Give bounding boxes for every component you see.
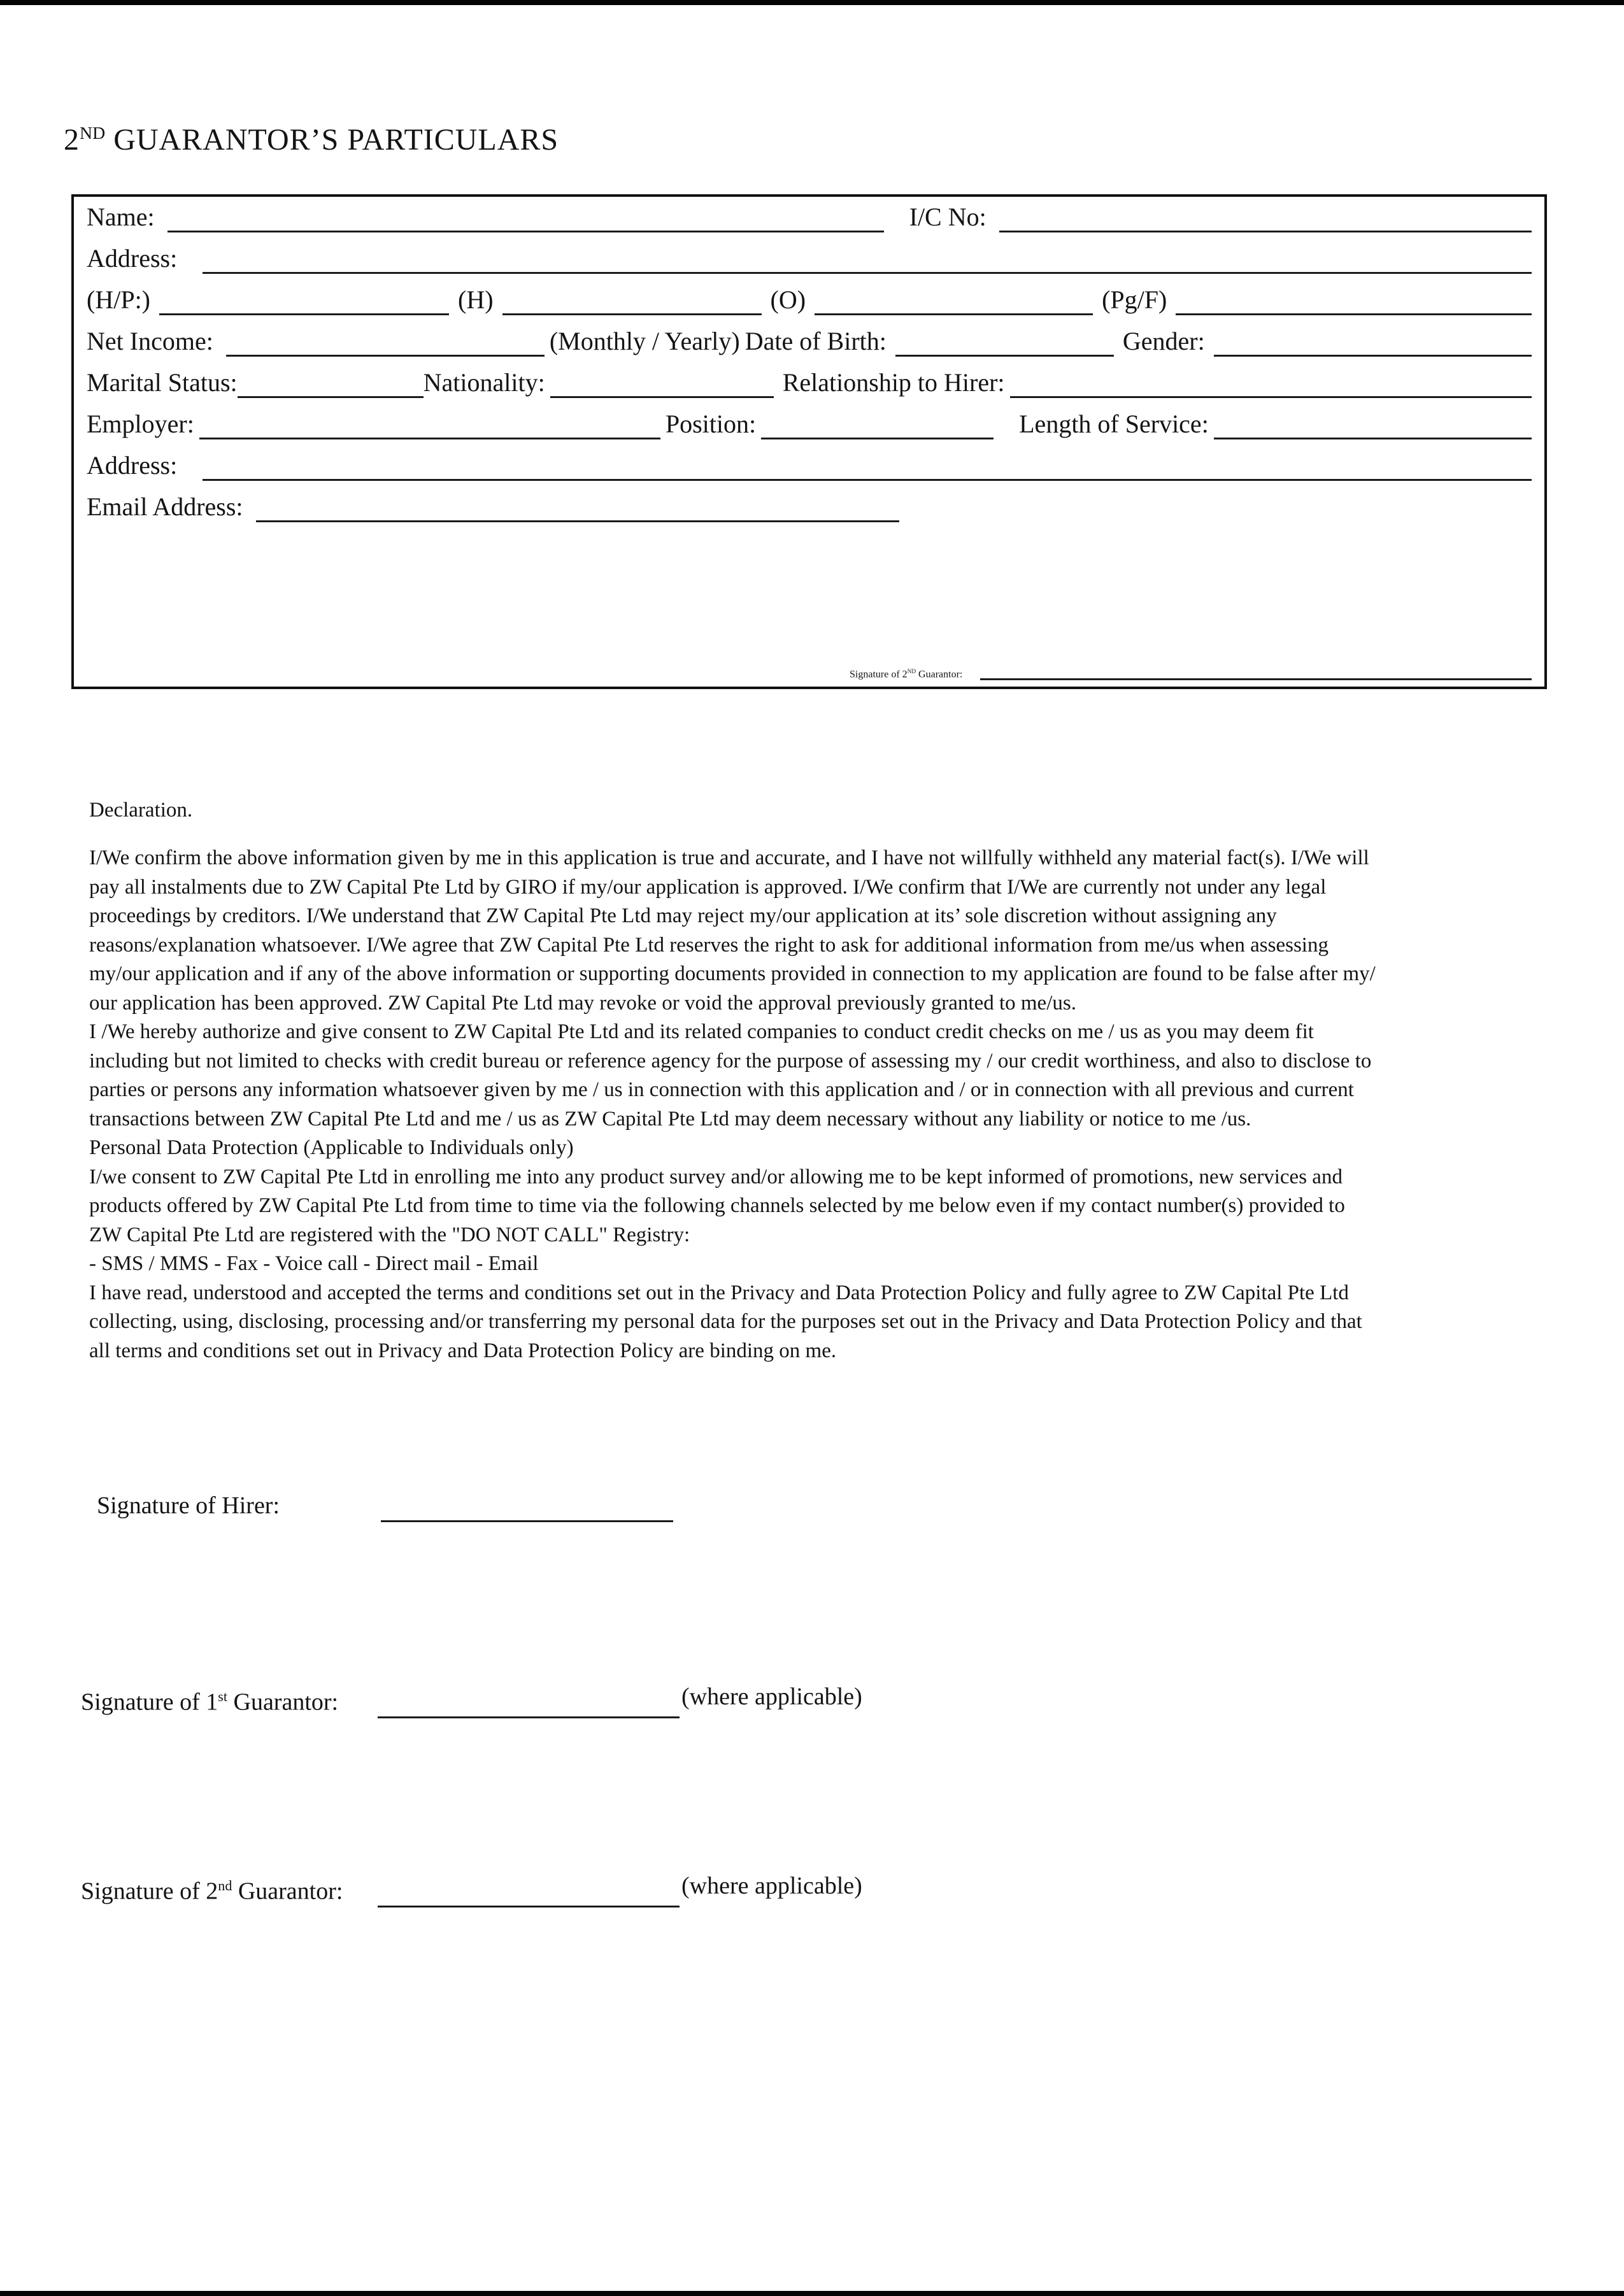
title-prefix: 2	[64, 123, 80, 157]
pager-fax-label: (Pg/F)	[1102, 285, 1167, 314]
length-of-service-label: Length of Service:	[1019, 410, 1209, 438]
form-row-income-dob-gender	[87, 321, 1532, 357]
page-title	[64, 122, 559, 157]
declaration-heading: Declaration.	[89, 799, 193, 822]
scan-artifact-bottom-edge	[0, 2291, 1624, 2296]
declaration-line: all terms and conditions set out in Privacy and Data Protection Policy are binding on me.	[89, 1339, 837, 1362]
declaration-text	[89, 844, 1567, 1365]
pager-fax-field-line	[1176, 307, 1532, 315]
name-field-line	[167, 224, 884, 232]
ic-no-field-line	[999, 224, 1532, 232]
declaration-line: proceedings by creditors. I/We understand that ZW Capital Pte Ltd may reject my/our application at its’ sole discretion without assigning any	[89, 904, 1277, 927]
nationality-field-line	[550, 390, 774, 398]
declaration-line: transactions between ZW Capital Pte Ltd and me / us as ZW Capital Pte Ltd may deem necessary without any liability or notice to me /us.	[89, 1107, 1251, 1130]
net-income-field-line	[226, 348, 545, 357]
position-label: Position:	[665, 410, 757, 438]
declaration-line: parties or persons any information whatsoever given by me / us in connection with this application and / or in connection with all previous and current	[89, 1078, 1354, 1101]
first-guarantor-where-applicable: (where applicable)	[681, 1683, 862, 1710]
declaration-line: I/We confirm the above information given by me in this application is true and accurate, and I have not willfully withheld any material fact(s). I/We will	[89, 846, 1369, 869]
employer-label: Employer:	[87, 410, 194, 438]
net-income-label: Net Income:	[87, 327, 213, 355]
monthly-yearly-label: (Monthly / Yearly)	[549, 327, 740, 355]
declaration-line: I /We hereby authorize and give consent to ZW Capital Pte Ltd and its related companies to conduct credit checks on me / us as you may deem fit	[89, 1020, 1314, 1043]
declaration-line: - SMS / MMS - Fax - Voice call - Direct mail - Email	[89, 1252, 539, 1275]
employer-address-label: Address:	[87, 451, 178, 480]
title-superscript: ND	[80, 124, 106, 143]
second-guarantor-signature-line	[980, 672, 1532, 680]
box-signature-row	[850, 645, 1532, 680]
declaration-line: reasons/explanation whatsoever. I/We agree that ZW Capital Pte Ltd reserves the right to ask for additional information from me/us when assessing	[89, 933, 1328, 957]
declaration-section	[89, 796, 1567, 1365]
declaration-line: including but not limited to checks with credit bureau or reference agency for the purpose of assessing my / our credit worthiness, and also to disclose to	[89, 1049, 1372, 1073]
home-phone-label: (H)	[458, 285, 494, 314]
form-row-address	[87, 238, 1532, 274]
gender-label: Gender:	[1122, 327, 1205, 355]
second-guarantor-bottom-signature-line	[378, 1906, 680, 1907]
declaration-line: pay all instalments due to ZW Capital Pte Ltd by GIRO if my/our application is approved. I/We confirm that I/We are currently not under any legal	[89, 875, 1327, 899]
first-guarantor-signature-label: Signature of 1st Guarantor:	[81, 1688, 339, 1716]
form-row-employer-address	[87, 445, 1532, 481]
relationship-to-hirer-field-line	[1010, 390, 1532, 398]
home-phone-field-line	[502, 307, 762, 315]
position-field-line	[761, 431, 994, 439]
scan-artifact-top-edge	[0, 0, 1624, 5]
declaration-line: ZW Capital Pte Ltd are registered with the "DO NOT CALL" Registry:	[89, 1223, 690, 1246]
office-phone-field-line	[815, 307, 1093, 315]
declaration-line: I have read, understood and accepted the terms and conditions set out in the Privacy and Data Protection Policy and fully agree to ZW Capital Pte Ltd	[89, 1281, 1349, 1304]
name-label: Name:	[87, 203, 155, 231]
form-row-marital-nationality-relationship	[87, 362, 1532, 398]
declaration-line: my/our application and if any of the above information or supporting documents provided in connection to my application are found to be false after my/	[89, 962, 1376, 985]
second-guarantor-bottom-signature-label: Signature of 2nd Guarantor:	[81, 1878, 343, 1905]
office-phone-label: (O)	[770, 285, 806, 314]
form-row-employer-position-service	[87, 404, 1532, 439]
form-row-phones	[87, 280, 1532, 315]
employer-address-field-line	[203, 473, 1532, 481]
address-field-line	[203, 266, 1532, 274]
gender-field-line	[1214, 348, 1532, 357]
second-guarantor-where-applicable: (where applicable)	[681, 1872, 862, 1899]
form-row-name-ic	[87, 197, 1532, 232]
employer-field-line	[199, 431, 660, 439]
ic-no-label: I/C No:	[909, 203, 987, 231]
hirer-signature-line	[381, 1520, 673, 1522]
hp-label: (H/P:)	[87, 285, 150, 314]
relationship-to-hirer-label: Relationship to Hirer:	[782, 368, 1005, 397]
declaration-line: products offered by ZW Capital Pte Ltd from time to time via the following channels selected by me below even if my contact number(s) provided to	[89, 1194, 1345, 1217]
marital-status-field-line	[238, 390, 424, 398]
form-row-email	[87, 487, 1532, 522]
date-of-birth-label: Date of Birth:	[744, 327, 887, 355]
length-of-service-field-line	[1214, 431, 1532, 439]
address-label: Address:	[87, 244, 178, 273]
hp-field-line	[159, 307, 449, 315]
title-rest: GUARANTOR’S PARTICULARS	[105, 123, 559, 157]
declaration-line: Personal Data Protection (Applicable to Individuals only)	[89, 1136, 574, 1159]
email-address-label: Email Address:	[87, 492, 243, 521]
guarantor-particulars-box	[71, 194, 1547, 689]
declaration-line: collecting, using, disclosing, processing and/or transferring my personal data for the purposes set out in the Privacy and Data Protection Policy and that	[89, 1310, 1362, 1333]
declaration-line: I/we consent to ZW Capital Pte Ltd in enrolling me into any product survey and/or allowing me to be kept informed of promotions, new services and	[89, 1165, 1343, 1188]
nationality-label: Nationality:	[423, 368, 545, 397]
declaration-line: our application has been approved. ZW Capital Pte Ltd may revoke or void the approval previously granted to me/us.	[89, 991, 1076, 1015]
first-guarantor-signature-line	[378, 1716, 680, 1718]
hirer-signature-label: Signature of Hirer:	[97, 1492, 280, 1519]
marital-status-label: Marital Status:	[87, 368, 238, 397]
date-of-birth-field-line	[895, 348, 1114, 357]
second-guarantor-signature-label: Signature of 2ND Guarantor:	[850, 668, 963, 680]
email-address-field-line	[256, 514, 899, 522]
